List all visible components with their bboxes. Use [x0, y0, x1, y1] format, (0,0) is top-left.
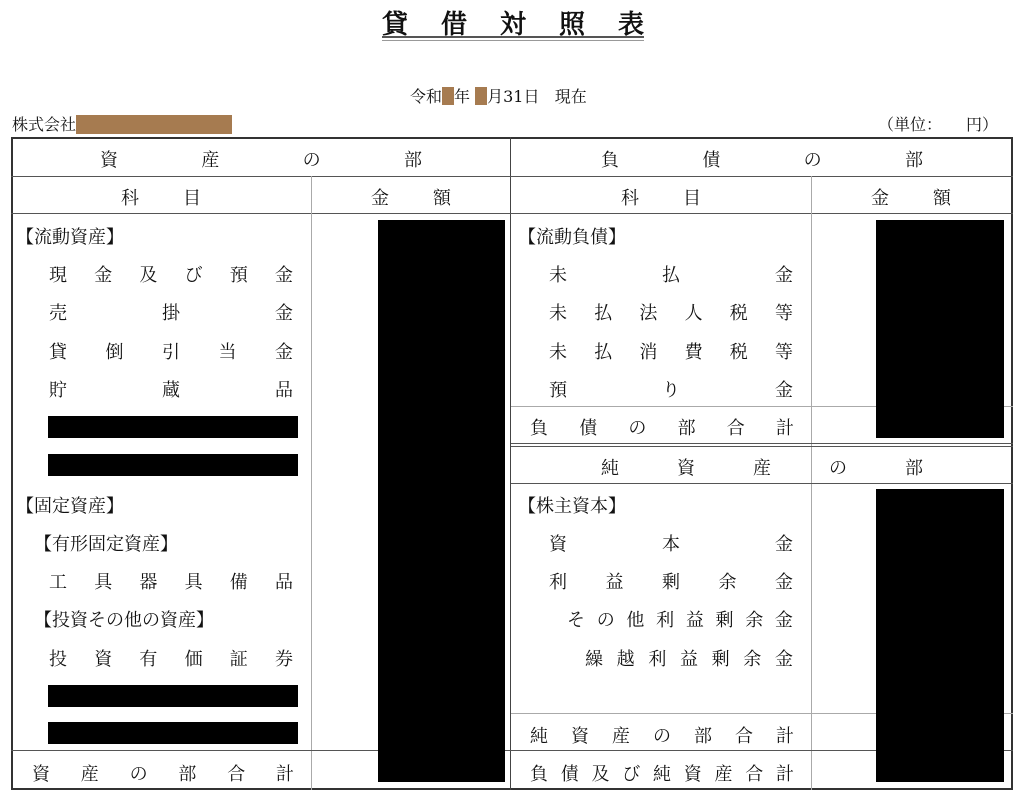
- label-char: 金: [275, 303, 293, 324]
- label-char: 資: [94, 649, 113, 670]
- header-char: 部: [905, 458, 923, 479]
- row-tools-equipment: [49, 568, 293, 594]
- label-char: 払: [662, 265, 680, 286]
- header-char: の: [302, 150, 321, 171]
- date-status: 現在: [554, 87, 587, 106]
- header-char: 目: [683, 188, 701, 209]
- label-char: 具: [94, 572, 113, 593]
- label-char: 蔵: [162, 380, 180, 401]
- label-char: 負: [530, 418, 548, 439]
- label-char: 金: [774, 610, 793, 631]
- label-char: 益: [679, 649, 698, 670]
- liabilities-col-amount: [871, 184, 951, 210]
- label-char: 工: [49, 572, 67, 593]
- investments-heading: 【投資その他の資産】: [34, 610, 214, 631]
- assets-col-subject: [121, 184, 201, 210]
- label-char: 証: [229, 649, 248, 670]
- label-char: 利: [549, 572, 567, 593]
- label-char: 他: [626, 610, 645, 631]
- label-char: 器: [139, 572, 158, 593]
- redacted-net-asset-amounts: [876, 489, 1004, 782]
- label-char: の: [129, 764, 148, 785]
- row-consumption-tax-payable: [549, 338, 793, 364]
- label-char: 未: [549, 265, 567, 286]
- tangible-fixed-assets-heading: 【有形固定資産】: [34, 534, 178, 555]
- label-char: 計: [775, 418, 794, 439]
- label-char: の: [596, 610, 615, 631]
- redacted-year: [442, 87, 454, 105]
- redacted-row: [48, 722, 298, 744]
- redacted-row: [48, 685, 298, 707]
- row-supplies: [49, 376, 293, 402]
- net-assets-section-header: [601, 454, 923, 480]
- header-char: 純: [601, 458, 619, 479]
- row-total-liabilities: [530, 414, 794, 440]
- redacted-row: [48, 454, 298, 476]
- header-char: 産: [753, 458, 771, 479]
- redacted-row: [48, 416, 298, 438]
- redacted-month: [475, 87, 487, 105]
- label-char: 当: [218, 342, 237, 363]
- title-char: 表: [617, 10, 644, 40]
- label-char: 越: [616, 649, 635, 670]
- header-char: 資: [677, 458, 695, 479]
- label-char: 資: [683, 764, 702, 785]
- label-char: 合: [735, 726, 753, 747]
- label-char: 利: [656, 610, 675, 631]
- label-char: 券: [274, 649, 293, 670]
- header-char: 債: [702, 150, 721, 171]
- title-char: 借: [440, 10, 467, 40]
- current-assets-heading: 【流動資産】: [16, 227, 124, 248]
- label-char: の: [653, 726, 671, 747]
- row-capital-stock: [549, 530, 793, 556]
- label-char: 本: [662, 534, 680, 555]
- label-char: 品: [275, 380, 293, 401]
- label-char: 貯: [49, 380, 67, 401]
- label-char: 部: [677, 418, 696, 439]
- current-liabilities-heading: 【流動負債】: [518, 227, 626, 248]
- header-char: の: [829, 458, 847, 479]
- row-deposits-received: [549, 376, 793, 402]
- rule: [11, 176, 1013, 177]
- redacted-liability-amounts: [876, 220, 1004, 438]
- rule: [511, 443, 1013, 444]
- label-char: 純: [530, 726, 548, 747]
- date-month-day: 月31日: [487, 87, 540, 106]
- row-other-retained-earnings: [567, 606, 793, 632]
- row-accounts-receivable: [49, 299, 293, 325]
- label-char: 払: [594, 303, 613, 324]
- header-char: 額: [933, 188, 951, 209]
- row-total-net-assets: [530, 722, 794, 748]
- header-char: 金: [871, 188, 889, 209]
- label-char: 合: [726, 418, 745, 439]
- date-era: 令和: [410, 87, 443, 106]
- label-char: 余: [743, 649, 762, 670]
- label-char: 金: [274, 265, 293, 286]
- label-char: 余: [718, 572, 737, 593]
- header-char: 科: [121, 188, 139, 209]
- fixed-assets-heading: 【固定資産】: [16, 496, 124, 517]
- row-total-liabilities-and-net-assets: [530, 760, 794, 786]
- label-char: 費: [684, 342, 703, 363]
- header-char: 目: [183, 188, 201, 209]
- label-char: 余: [745, 610, 764, 631]
- label-char: 金: [275, 342, 293, 363]
- liabilities-col-subject: [621, 184, 701, 210]
- row-retained-earnings-carried-forward: [585, 645, 793, 671]
- label-char: 倒: [105, 342, 124, 363]
- label-char: 剰: [662, 572, 680, 593]
- label-char: 負: [530, 764, 548, 785]
- label-char: 税: [729, 303, 748, 324]
- label-char: 価: [184, 649, 203, 670]
- label-char: 債: [560, 764, 579, 785]
- col-divider-assets: [311, 176, 312, 790]
- label-char: 部: [178, 764, 197, 785]
- label-char: 未: [549, 342, 567, 363]
- label-char: 計: [275, 764, 294, 785]
- header-char: 資: [100, 150, 118, 171]
- label-char: 金: [775, 572, 793, 593]
- label-char: 払: [594, 342, 613, 363]
- row-allowance-doubtful: [49, 338, 293, 364]
- row-cash-and-deposits: [49, 261, 293, 287]
- title-char: 対: [499, 10, 526, 40]
- title-char: 貸: [382, 10, 409, 40]
- label-char: 掛: [162, 303, 180, 324]
- report-date: [410, 84, 587, 107]
- label-char: 金: [775, 380, 793, 401]
- redacted-company-name: [76, 115, 232, 134]
- date-year-suffix: 年: [454, 87, 471, 106]
- label-char: 現: [49, 265, 67, 286]
- header-char: 負: [601, 150, 619, 171]
- label-char: 税: [729, 342, 748, 363]
- label-char: 債: [579, 418, 598, 439]
- label-char: 産: [80, 764, 99, 785]
- shareholders-equity-heading: 【株主資本】: [518, 496, 626, 517]
- label-char: 等: [774, 303, 793, 324]
- row-retained-earnings: [549, 568, 793, 594]
- label-char: 品: [274, 572, 293, 593]
- header-char: 部: [904, 150, 923, 171]
- label-char: 合: [227, 764, 246, 785]
- label-char: 未: [549, 303, 567, 324]
- label-char: 金: [94, 265, 113, 286]
- redacted-asset-amounts: [378, 220, 505, 782]
- row-accounts-payable: [549, 261, 793, 287]
- row-investment-securities: [49, 645, 293, 671]
- rule: [511, 483, 1013, 484]
- label-char: 金: [774, 649, 793, 670]
- label-char: 益: [685, 610, 704, 631]
- label-char: 有: [139, 649, 158, 670]
- label-char: 益: [605, 572, 624, 593]
- rule: [511, 446, 1013, 447]
- label-char: そ: [567, 610, 585, 631]
- label-char: 人: [684, 303, 703, 324]
- label-char: 金: [775, 265, 793, 286]
- header-char: 金: [371, 188, 389, 209]
- title-underline-thin: [382, 40, 644, 41]
- company-name: [12, 112, 232, 135]
- label-char: 金: [775, 534, 793, 555]
- label-char: 計: [776, 764, 794, 785]
- label-char: 産: [612, 726, 630, 747]
- label-char: 備: [229, 572, 248, 593]
- row-total-assets: [32, 760, 294, 786]
- row-income-taxes-payable: [549, 299, 793, 325]
- label-char: 預: [229, 265, 248, 286]
- header-char: 部: [403, 150, 422, 171]
- label-char: 具: [184, 572, 203, 593]
- liabilities-section-header: [601, 146, 923, 172]
- label-char: 剰: [715, 610, 734, 631]
- label-char: 資: [571, 726, 589, 747]
- label-char: 資: [32, 764, 50, 785]
- header-char: 額: [433, 188, 451, 209]
- label-char: 剰: [711, 649, 730, 670]
- assets-section-header: [100, 146, 422, 172]
- unit-label: （単位： 円）: [877, 115, 998, 134]
- rule: [11, 213, 1013, 214]
- label-char: 売: [49, 303, 67, 324]
- label-char: 及: [139, 265, 158, 286]
- label-char: 産: [714, 764, 733, 785]
- title-underline: [382, 36, 644, 38]
- label-char: 預: [549, 380, 567, 401]
- label-char: 合: [745, 764, 764, 785]
- label-char: 純: [653, 764, 671, 785]
- company-prefix: 株式会社: [12, 115, 77, 134]
- label-char: 等: [774, 342, 793, 363]
- center-divider: [510, 137, 511, 790]
- label-char: 部: [694, 726, 712, 747]
- label-char: び: [622, 764, 641, 785]
- header-char: 産: [201, 150, 220, 171]
- label-char: 法: [639, 303, 658, 324]
- label-char: 投: [49, 649, 67, 670]
- label-char: の: [628, 418, 647, 439]
- label-char: 及: [591, 764, 610, 785]
- label-char: 消: [639, 342, 658, 363]
- header-char: 科: [621, 188, 639, 209]
- label-char: 計: [776, 726, 794, 747]
- label-char: り: [662, 380, 680, 401]
- label-char: 引: [162, 342, 180, 363]
- label-char: び: [184, 265, 203, 286]
- header-char: の: [803, 150, 822, 171]
- label-char: 利: [648, 649, 667, 670]
- label-char: 資: [549, 534, 567, 555]
- assets-col-amount: [371, 184, 451, 210]
- title-char: 照: [558, 10, 585, 40]
- label-char: 繰: [585, 649, 603, 670]
- label-char: 貸: [49, 342, 67, 363]
